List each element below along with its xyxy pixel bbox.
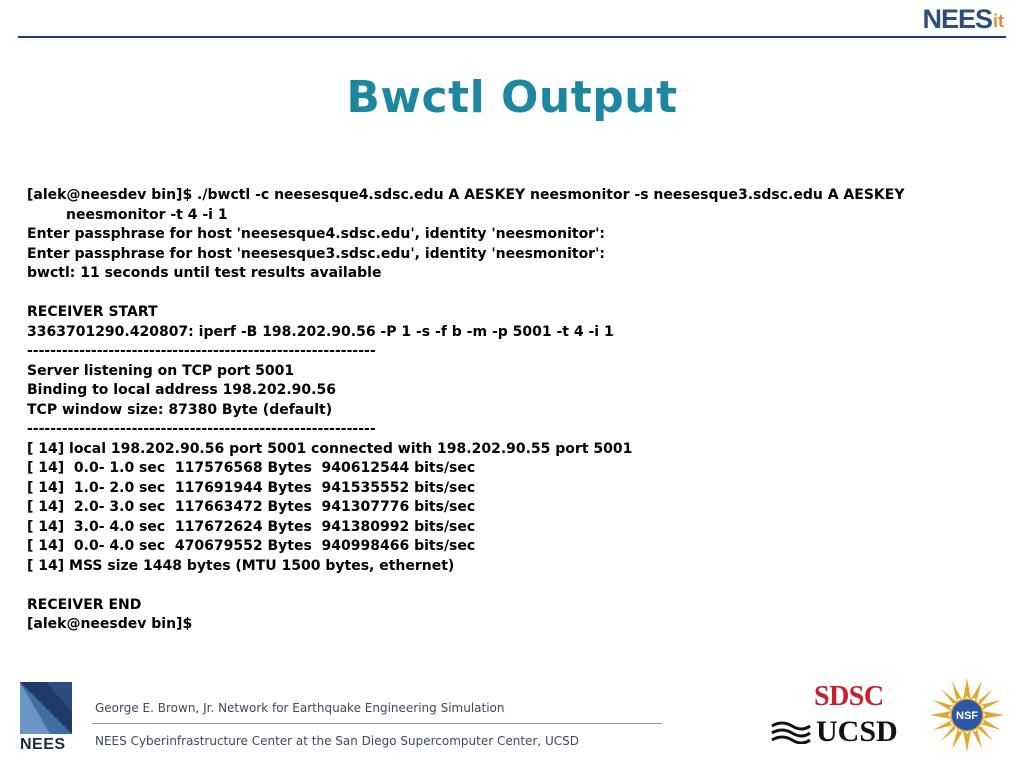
terminal-separator: ------------------------------------------------------------ xyxy=(27,343,376,359)
ucsd-logo xyxy=(770,716,898,748)
terminal-line: Enter passphrase for host 'neesesque3.sdsc.edu', identity 'neesmonitor': xyxy=(27,245,605,262)
nees-logo-mark-icon xyxy=(20,682,72,734)
terminal-line: 3363701290.420807: iperf -B 198.202.90.56 -P 1 -s -f b -m -p 5001 -t 4 -i 1 xyxy=(27,323,614,340)
sdsc-logo: SDSC xyxy=(814,681,884,712)
terminal-line: bwctl: 11 seconds until test results available xyxy=(27,265,382,281)
footer-organization: George E. Brown, Jr. Network for Earthquake Engineering Simulation xyxy=(95,701,505,715)
terminal-line: [ 14] local 198.202.90.56 port 5001 connected with 198.202.90.55 port 5001 xyxy=(27,440,633,457)
terminal-line: [alek@neesdev bin]$ ./bwctl -c neesesque4.sdsc.edu A AESKEY neesmonitor -s neesesque3.sdsc.edu A AESKEY xyxy=(27,187,905,203)
ucsd-waves-icon xyxy=(770,720,812,744)
ucsd-logo-text: UCSD xyxy=(816,715,898,748)
nees-logo-text: NEES xyxy=(20,736,66,753)
terminal-line: [ 14] 0.0- 4.0 sec 470679552 Bytes 940998466 bits/sec xyxy=(27,538,476,554)
terminal-output xyxy=(27,186,987,635)
terminal-line: [ 14] MSS size 1448 bytes (MTU 1500 bytes, ethernet) xyxy=(27,557,455,574)
terminal-line: [ 14] 1.0- 2.0 sec 117691944 Bytes 941535552 bits/sec xyxy=(27,479,476,496)
terminal-line: TCP window size: 87380 Byte (default) xyxy=(27,401,333,418)
nsf-seal-icon xyxy=(930,678,1004,752)
terminal-separator: ------------------------------------------------------------ xyxy=(27,421,376,437)
terminal-line: [ 14] 0.0- 1.0 sec 117576568 Bytes 940612544 bits/sec xyxy=(27,460,476,476)
nees-it-logo xyxy=(922,4,1004,34)
terminal-line: Enter passphrase for host 'neesesque4.sdsc.edu', identity 'neesmonitor': xyxy=(27,226,605,242)
terminal-line: [ 14] 3.0- 4.0 sec 117672624 Bytes 941380992 bits/sec xyxy=(27,518,476,535)
header-divider xyxy=(18,36,1006,38)
slide-title: Bwctl Output xyxy=(346,72,678,123)
terminal-line: [ 14] 2.0- 3.0 sec 117663472 Bytes 941307776 bits/sec xyxy=(27,499,476,515)
terminal-line: neesmonitor -t 4 -i 1 xyxy=(66,206,228,223)
terminal-line: RECEIVER END xyxy=(27,596,142,613)
terminal-blank-line xyxy=(27,576,987,596)
nsf-logo-text: NSF xyxy=(956,710,978,722)
footer-divider xyxy=(92,723,662,724)
nees-it-logo-nees: NEES xyxy=(922,4,992,34)
terminal-line: [alek@neesdev bin]$ xyxy=(27,616,193,632)
nees-logo xyxy=(20,682,72,756)
terminal-blank-line xyxy=(27,284,987,304)
terminal-line: RECEIVER START xyxy=(27,304,158,320)
footer-center: NEES Cyberinfrastructure Center at the San Diego Supercomputer Center, UCSD xyxy=(95,734,580,748)
nsf-logo xyxy=(930,678,1004,752)
terminal-line: Binding to local address 198.202.90.56 xyxy=(27,382,336,398)
terminal-line: Server listening on TCP port 5001 xyxy=(27,362,295,379)
nees-it-logo-it: it xyxy=(993,11,1004,31)
